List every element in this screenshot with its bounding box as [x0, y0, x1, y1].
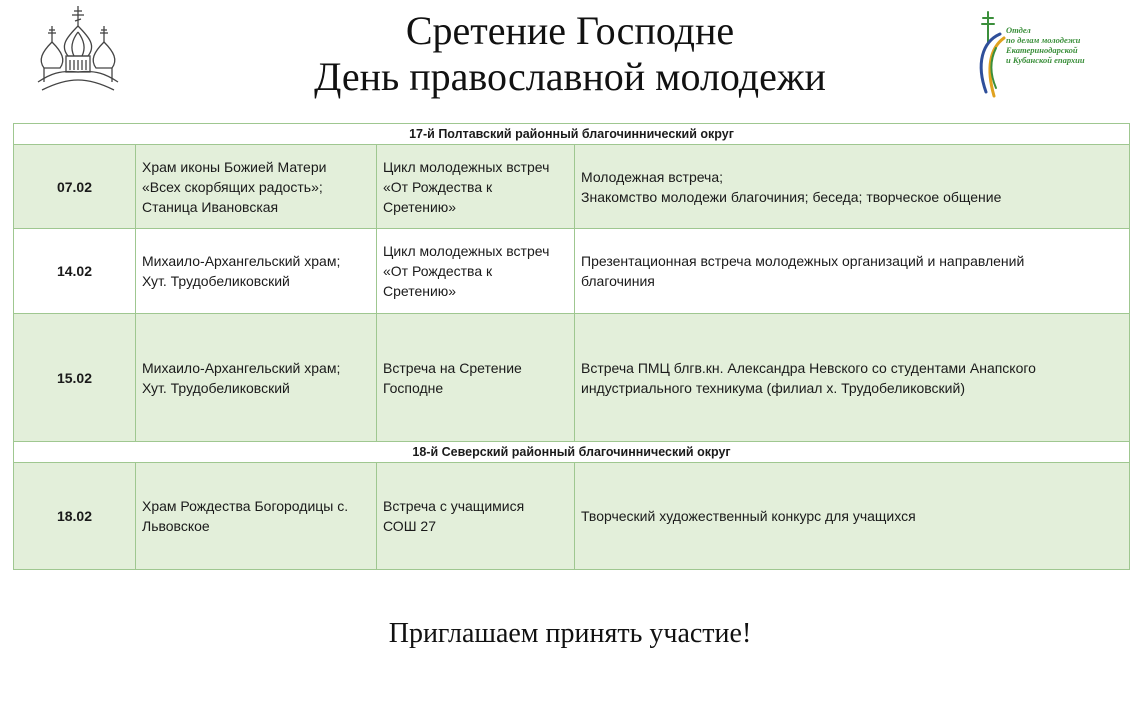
program-line: Цикл молодежных встреч — [383, 158, 550, 175]
event-program — [377, 463, 575, 570]
event-date: 15.02 — [14, 314, 136, 442]
department-line-2: по делам молодежи — [1006, 35, 1081, 45]
event-row — [14, 314, 1130, 442]
program-line: Сретению» — [383, 283, 457, 299]
event-row — [14, 463, 1130, 570]
title-line-1: Сретение Господне — [405, 8, 735, 53]
event-place — [136, 314, 377, 442]
description-line: индустриального техникума (филиал х. Трудобеликовский) — [581, 379, 965, 396]
program-line: Господне — [383, 379, 444, 396]
event-description — [575, 463, 1130, 570]
section-heading: 17-й Полтавский районный благочиннический округ — [14, 124, 1130, 145]
program-line: Встреча с учащимися — [383, 498, 525, 514]
place-line: Михаило-Архангельский храм; — [142, 359, 341, 376]
place-line: Львовское — [142, 518, 210, 534]
title-line-2: День православной молодежи — [314, 54, 826, 99]
place-line: Хут. Трудобеликовский — [142, 379, 290, 396]
section-heading-row — [14, 442, 1130, 463]
event-row — [14, 145, 1130, 229]
place-line: Михаило-Архангельский храм; — [142, 253, 341, 269]
event-place — [136, 229, 377, 314]
event-date: 14.02 — [14, 229, 136, 314]
department-line-4: и Кубанской епархии — [1006, 55, 1085, 65]
event-date: 18.02 — [14, 463, 136, 570]
department-name — [1006, 25, 1116, 65]
church-domes-icon — [30, 4, 126, 96]
program-line: «От Рождества к — [383, 263, 493, 279]
place-line: Станица Ивановская — [142, 198, 279, 215]
description-line: Презентационная встреча молодежных организаций и направлений — [581, 253, 1025, 269]
department-line-3: Екатеринодарской — [1006, 45, 1078, 55]
description-line: Молодежная встреча; — [581, 168, 724, 185]
description-line: благочиния — [581, 273, 655, 289]
event-program — [377, 314, 575, 442]
program-line: Сретению» — [383, 198, 457, 215]
program-line: СОШ 27 — [383, 518, 436, 534]
description-line: Знакомство молодежи благочиния; беседа; творческое общение — [581, 188, 1002, 205]
program-line: Цикл молодежных встреч — [383, 243, 550, 259]
event-description — [575, 229, 1130, 314]
event-program — [377, 145, 575, 229]
invitation-text: Приглашаем принять участие! — [388, 618, 752, 649]
program-line: Встреча на Сретение — [383, 359, 522, 376]
event-description — [575, 145, 1130, 229]
place-line: Хут. Трудобеликовский — [142, 273, 290, 289]
event-place — [136, 145, 377, 229]
event-row — [14, 229, 1130, 314]
department-line-1: Отдел — [1006, 25, 1031, 35]
schedule-table — [13, 123, 1130, 570]
section-heading-row — [14, 124, 1130, 145]
description-line: Встреча ПМЦ блгв.кн. Александра Невского со студентами Анапского — [581, 359, 1036, 376]
program-line: «От Рождества к — [383, 178, 493, 195]
page-title — [200, 8, 940, 100]
place-line: «Всех скорбящих радость»; — [142, 178, 323, 195]
event-description — [575, 314, 1130, 442]
place-line: Храм Рождества Богородицы с. — [142, 498, 349, 514]
description-line: Творческий художественный конкурс для учащихся — [581, 508, 916, 524]
place-line: Храм иконы Божией Матери — [142, 158, 327, 175]
event-date: 07.02 — [14, 145, 136, 229]
section-heading: 18-й Северский районный благочиннический округ — [14, 442, 1130, 463]
event-program — [377, 229, 575, 314]
event-place — [136, 463, 377, 570]
